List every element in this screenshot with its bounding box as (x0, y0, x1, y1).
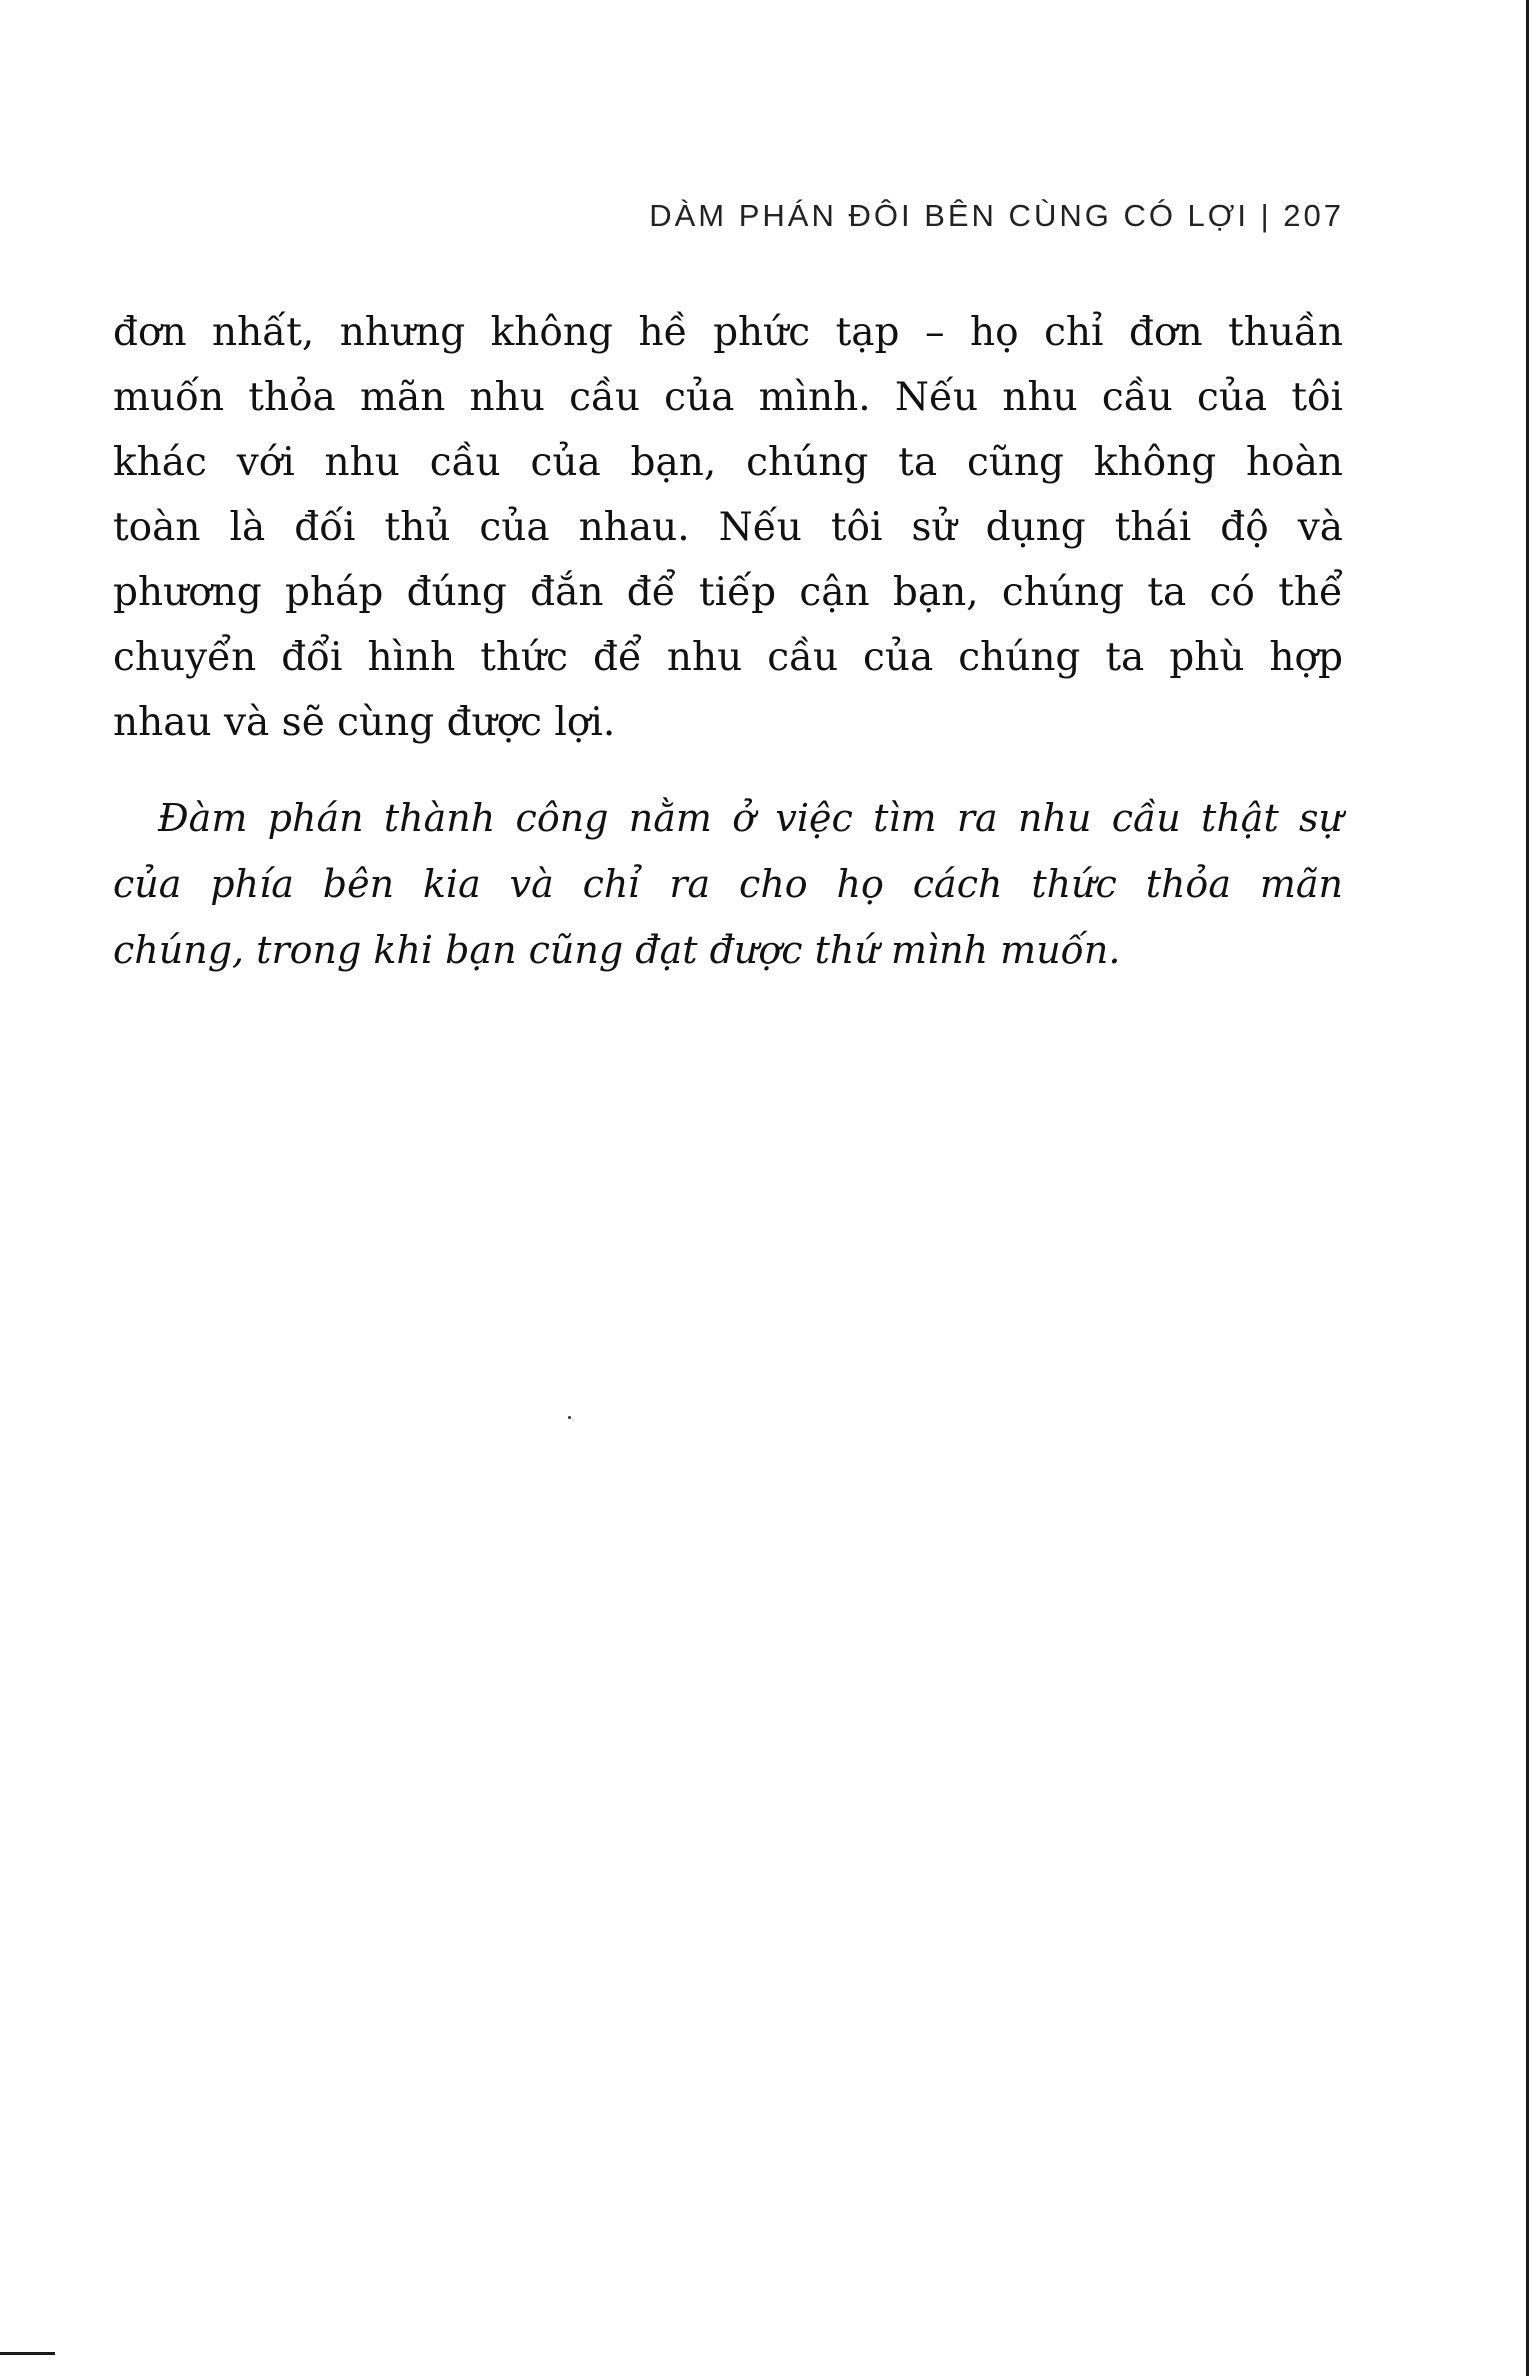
paragraph-line: khác với nhu cầu của bạn, chúng ta cũng không hoàn (113, 440, 1343, 485)
summary-line: chúng, trong khi bạn cũng đạt được thứ mình muốn. (113, 928, 1121, 972)
italic-summary (113, 785, 1343, 983)
paragraph-line: nhau và sẽ cùng được lợi. (113, 700, 616, 745)
paragraph-line: phương pháp đúng đắn để tiếp cận bạn, chúng ta có thể (113, 570, 1343, 615)
scan-edge-mark (0, 2352, 55, 2355)
page-edge-line (1526, 0, 1529, 2376)
summary-line: Đàm phán thành công nằm ở việc tìm ra nhu cầu thật sự (158, 796, 1343, 840)
summary-line: của phía bên kia và chỉ ra cho họ cách thức thỏa mãn (113, 862, 1343, 906)
running-header: DÀM PHÁN ĐÔI BÊN CÙNG CÓ LỢI | 207 (649, 198, 1344, 233)
paragraph-line: muốn thỏa mãn nhu cầu của mình. Nếu nhu cầu của tôi (113, 375, 1343, 420)
body-paragraph (113, 300, 1343, 755)
paragraph-line: chuyển đổi hình thức để nhu cầu của chúng ta phù hợp (113, 635, 1343, 680)
paragraph-line: toàn là đối thủ của nhau. Nếu tôi sử dụng thái độ và (113, 505, 1343, 550)
scan-speck (568, 1416, 571, 1419)
paragraph-line: đơn nhất, nhưng không hề phức tạp – họ chỉ đơn thuần (113, 310, 1343, 355)
